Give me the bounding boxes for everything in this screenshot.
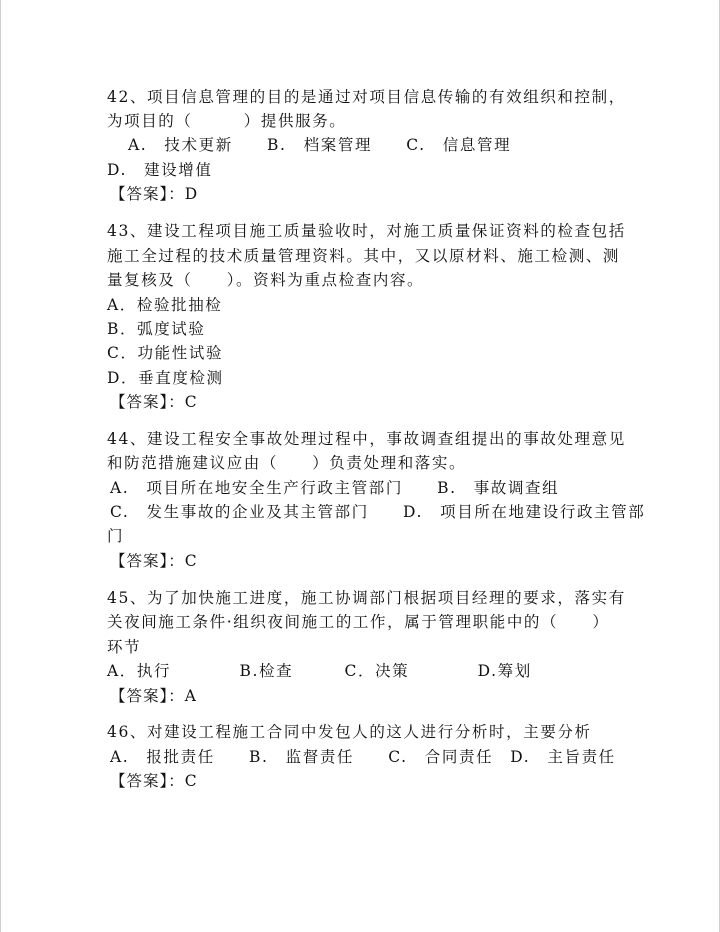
q46-options-line-1: A. 报批责任 B. 监督责任 C. 合同责任 D. 主旨责任 [110,748,616,766]
q45-stem-line-3: 环节 [107,638,142,656]
q46-stem-line-1: 46、对建设工程施工合同中发包人的这人进行分析时，主要分析 [107,723,592,741]
q45-stem-line-1: 45、为了加快施工进度，施工协调部门根据项目经理的要求，落实有 [107,589,626,607]
q43-stem-line-1: 43、建设工程项目施工质量验收时，对施工质量保证资料的检查包括 [107,222,626,240]
q43-stem-line-3: 量复核及（ ）。资料为重点检查内容。 [107,271,425,289]
q43-answer: 【答案】：C [110,393,198,411]
q43-option-b: B．弧度试验 [107,320,206,338]
q42-options-line-2: D. 建设增值 [107,161,213,179]
q44-answer: 【答案】：C [110,552,198,570]
q43-option-d: D．垂直度检测 [107,369,224,387]
q42-stem-line-1: 42、项目信息管理的目的是通过对项目信息传输的有效组织和控制， [107,88,626,106]
q44-options-line-2: C. 发生事故的企业及其主管部门 D. 项目所在地建设行政主管部 [110,503,646,521]
q42-options-line-1: A. 技术更新 B. 档案管理 C. 信息管理 [128,136,512,154]
q43-stem-line-2: 施工全过程的技术质量管理资料。其中，又以原材料、施工检测、测 [107,247,621,265]
q45-stem-line-2: 关夜间施工条件·组织夜间施工的工作，属于管理职能中的（ ） [107,613,610,631]
q43-option-a: A．检验批抽检 [107,296,223,314]
q43-option-c: C．功能性试验 [107,344,224,362]
q42-answer: 【答案】：D [110,185,199,203]
q46-answer: 【答案】：C [110,772,198,790]
q44-options-line-1: A. 项目所在地安全生产行政主管部门 B. 事故调查组 [110,479,560,497]
q44-options-line-3: 门 [107,527,125,545]
q44-stem-line-2: 和防范措施建议应由（ ）负责处理和落实。 [107,454,467,472]
q45-answer: 【答案】：A [110,687,197,705]
q42-stem-line-2: 为项目的（ ）提供服务。 [107,112,347,130]
q45-options-line-1: A．执行 B.检查 C．决策 D.筹划 [107,662,532,680]
q44-stem-line-1: 44、建设工程安全事故处理过程中，事故调查组提出的事故处理意见 [107,430,626,448]
